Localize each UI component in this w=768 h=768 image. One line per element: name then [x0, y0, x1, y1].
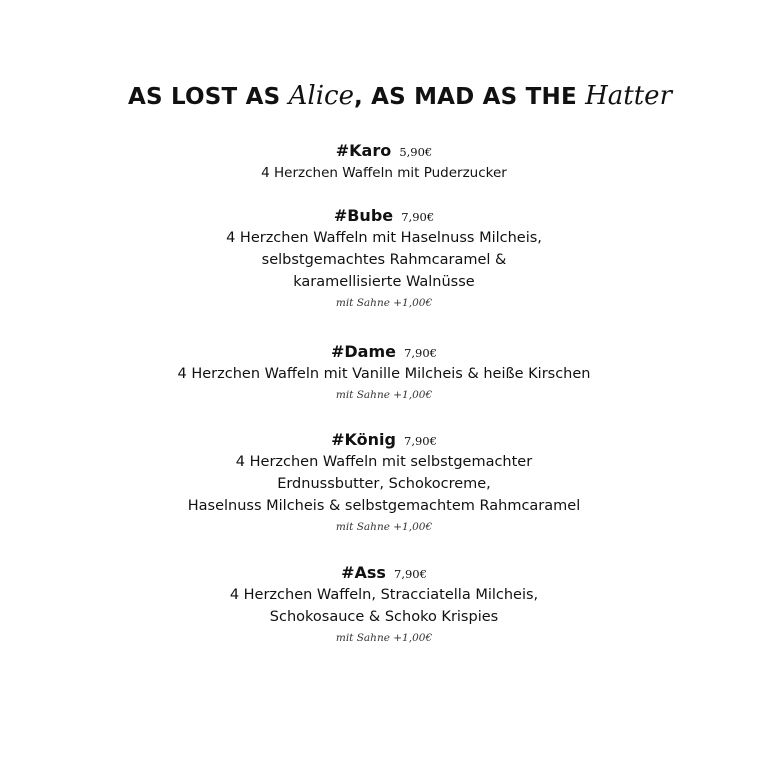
item-description: [0, 227, 768, 293]
item-name: #König: [331, 430, 396, 449]
item-heading: [0, 206, 768, 227]
menu-item-dame: [0, 342, 768, 405]
item-price: 7,90€: [404, 434, 437, 448]
menu-item-bube: [0, 206, 768, 313]
description-line: 4 Herzchen Waffeln mit Puderzucker: [261, 165, 507, 181]
item-description: [0, 584, 768, 628]
description-line: 4 Herzchen Waffeln mit selbstgemachter: [235, 454, 533, 470]
item-name: #Dame: [330, 342, 396, 361]
item-name: #Bube: [333, 206, 394, 225]
item-name: #Karo: [335, 141, 392, 160]
extra-option: mit Sahne +1,00€: [335, 389, 433, 401]
title-script-hatter: Hatter: [585, 81, 672, 111]
description-line: karamellisierte Walnüsse: [293, 274, 475, 290]
item-price: 7,90€: [394, 567, 427, 581]
description-line: Haselnuss Milcheis & selbstgemachtem Rahmcaramel: [187, 498, 581, 514]
item-price: 7,90€: [404, 346, 438, 360]
description-line: 4 Herzchen Waffeln mit Vanille Milcheis & heiße Kirschen: [177, 366, 591, 382]
item-description: [0, 363, 768, 385]
title-script-alice: Alice: [288, 81, 354, 111]
description-line: Schokosauce & Schoko Krispies: [269, 609, 499, 625]
description-line: selbstgemachtes Rahmcaramel &: [261, 252, 507, 268]
item-heading: [0, 563, 768, 584]
item-description: [0, 451, 768, 517]
description-line: 4 Herzchen Waffeln, Stracciatella Milcheis,: [229, 587, 539, 603]
description-line: Erdnussbutter, Schokocreme,: [277, 476, 491, 492]
item-price: 5,90€: [399, 145, 433, 159]
title-part-1: AS LOST AS: [128, 84, 289, 110]
item-description: [0, 162, 768, 184]
item-heading: [0, 430, 768, 451]
item-heading: [0, 141, 768, 162]
extra-option: mit Sahne +1,00€: [335, 297, 433, 309]
menu-title: [128, 78, 672, 115]
extra-option: mit Sahne +1,00€: [335, 632, 433, 644]
item-heading: [0, 342, 768, 363]
extra-option: mit Sahne +1,00€: [335, 521, 433, 533]
item-price: 7,90€: [401, 210, 435, 224]
description-line: 4 Herzchen Waffeln mit Haselnuss Milcheis,: [226, 230, 542, 246]
item-name: #Ass: [341, 563, 386, 582]
menu-item-ass: [0, 563, 768, 648]
title-part-2: , AS MAD AS THE: [353, 84, 586, 110]
menu-item-karo: [0, 141, 768, 184]
menu-item-koenig: [0, 430, 768, 537]
